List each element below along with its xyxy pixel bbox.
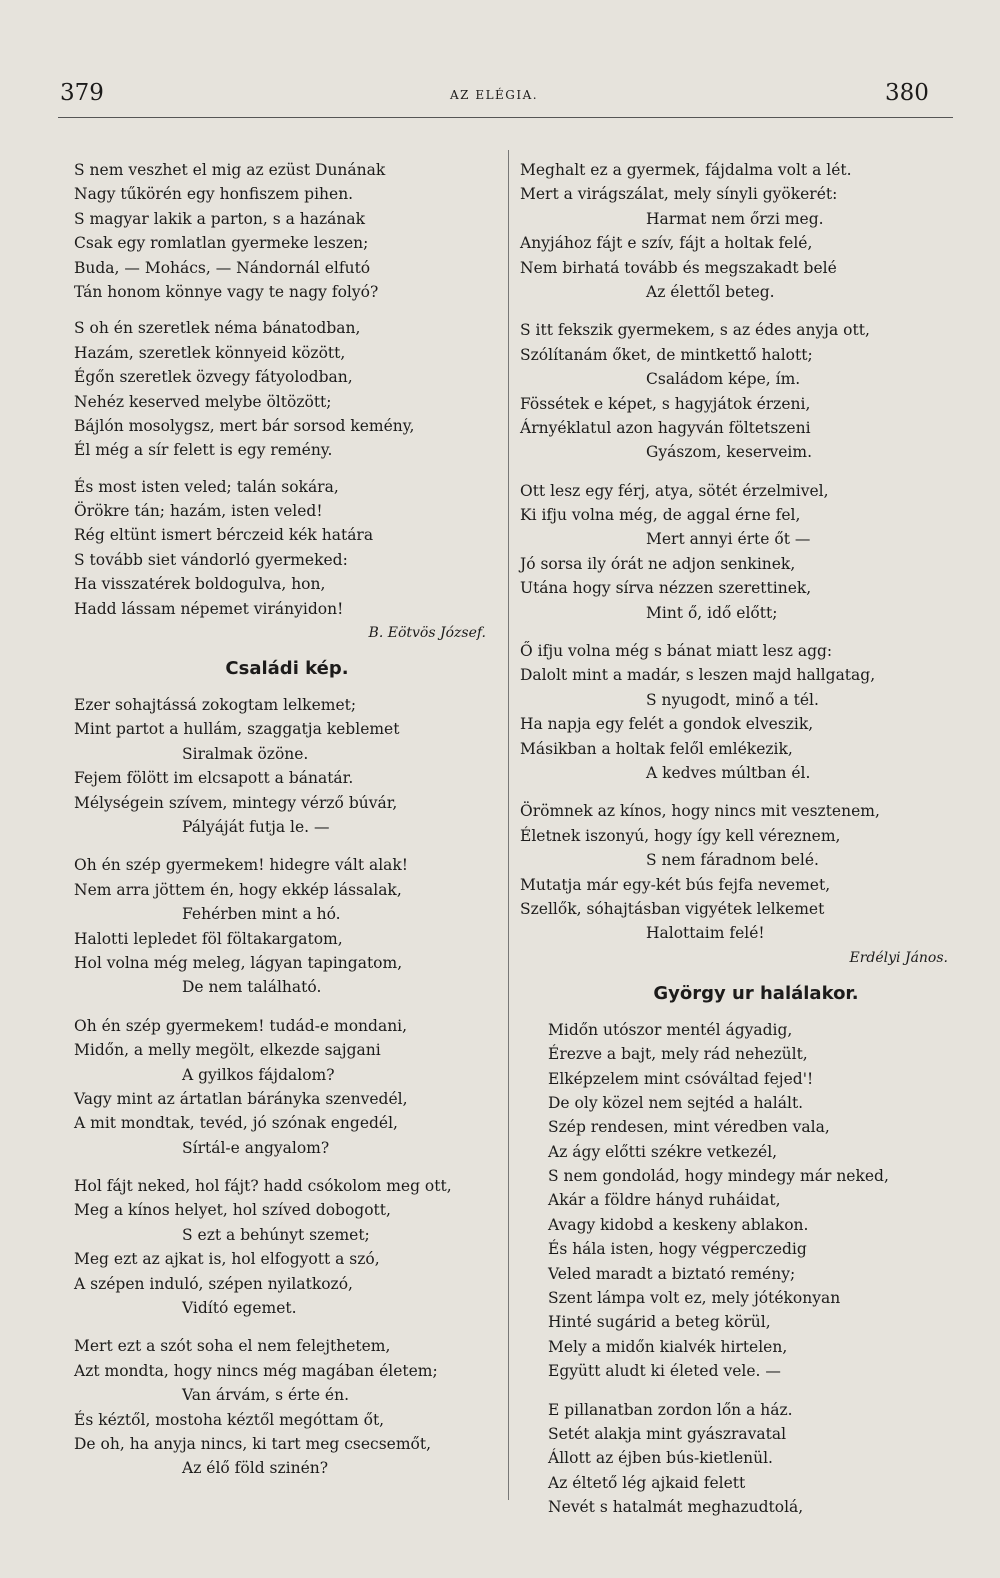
verse-line: Gyászom, keserveim. xyxy=(646,443,812,462)
verse-line: Ki ifju volna még, de aggal érne fel, xyxy=(520,506,801,525)
verse-line: Jó sorsa ily órát ne adjon senkinek, xyxy=(520,554,796,573)
verse-line: Hinté sugárid a beteg körül, xyxy=(548,1313,771,1332)
verse-line: Tán honom könnye vagy te nagy folyó? xyxy=(74,282,379,301)
verse-line: Szellők, sóhajtásban vigyétek lelkemet xyxy=(520,899,825,918)
verse-line: Szép rendesen, mint véredben vala, xyxy=(548,1118,830,1137)
verse-line: Mint ő, idő előtt; xyxy=(646,603,778,622)
verse-line: Dalolt mint a madár, s leszen majd hallgatag, xyxy=(520,666,876,685)
verse-line: Elképzelem mint csóváltad fejed'! xyxy=(548,1069,814,1088)
verse-line: Utána hogy sírva nézzen szerettinek, xyxy=(520,579,812,598)
verse-line: S nem fáradnom belé. xyxy=(646,851,819,870)
stanza-gap xyxy=(520,304,962,318)
verse-line: Vagy mint az ártatlan bárán​yka szenvedél, xyxy=(74,1089,408,1108)
verse-line: Mert annyi érte őt — xyxy=(646,530,811,549)
verse-line: Anyjához fájt e szív, fájt a holtak felé, xyxy=(520,234,813,253)
verse-line: Ha visszatérek boldogulva, hon, xyxy=(74,575,326,594)
stanza-gap xyxy=(520,625,962,639)
stanza-gap xyxy=(520,1384,962,1398)
verse-line: Ha napja egy felét a gondok elveszik, xyxy=(520,715,814,734)
verse-line: Pályáját futja le. — xyxy=(182,817,330,836)
verse-line: Fejem fölött im elcsapott a bánatár. xyxy=(74,769,354,788)
poem-title: György ur halálakor. xyxy=(653,982,859,1004)
verse-line: Meg a kínos helyet, hol szíved dobogott, xyxy=(74,1201,391,1220)
verse-line: Égőn szeretlek özvegy fátyolodban, xyxy=(74,368,353,387)
verse-line: S nem veszhet el mig az ezüst Dunának xyxy=(74,161,386,179)
verse-line: A gyilkos fájdalom? xyxy=(182,1065,335,1084)
verse-line: Mutatja már egy-két bús fejfa nevemet, xyxy=(520,875,831,894)
verse-line: Mint partot a hullám, szaggatja keblemet xyxy=(74,720,400,739)
verse-line: Nem birhatá tovább és megszakadt belé xyxy=(520,258,837,277)
poem-title: Családi kép. xyxy=(225,658,349,680)
verse-line: Mert ezt a szót soha el nem felejthetem, xyxy=(74,1337,391,1356)
verse-line: Van árvám, s érte én. xyxy=(182,1386,349,1405)
verse-line: S magyar lakik a parton, s a hazának xyxy=(74,209,366,228)
verse-line: S nyugodt, minő a tél. xyxy=(646,690,819,709)
verse-line: Hadd lássam népemet virányidon! xyxy=(74,599,344,618)
verse-line: A mit mondtak, tevéd, jó szónak engedél, xyxy=(74,1114,398,1133)
page-number-left: 379 xyxy=(60,80,104,106)
verse-line: Árnyéklatul azon hagyván föltetszeni xyxy=(520,418,811,437)
page-number-right: 380 xyxy=(885,80,929,106)
verse-line: Nehéz keserved melybe öltözött; xyxy=(74,392,332,411)
signature: B. Eötvös József. xyxy=(368,625,486,642)
verse-line: És hála isten, hogy végperczedig xyxy=(548,1240,807,1259)
stanza-gap xyxy=(74,1160,500,1174)
verse-line: S oh én szeretlek néma bánatodban, xyxy=(74,319,361,338)
verse-line: Nem arra jöttem én, hogy ekkép lássalak, xyxy=(74,880,402,899)
verse-line: Fehérben mint a hó. xyxy=(182,905,341,924)
verse-line: Ő ifju volna még s bánat miatt lesz agg: xyxy=(520,642,833,661)
verse-line: Az éltető lég ajkaid felett xyxy=(548,1473,746,1492)
verse-line: Nagy tűkörén egy honfiszem pihen. xyxy=(74,185,354,204)
verse-line: Avagy kidobd a keskeny ablakon. xyxy=(548,1215,809,1234)
verse-line: Érezve a bajt, mely rád nehezült, xyxy=(548,1045,808,1064)
verse-line: De oh, ha anyja nincs, ki tart meg csecsemőt, xyxy=(74,1434,432,1453)
verse-line: Hol fájt neked, hol fájt? hadd csókolom meg ott, xyxy=(74,1177,452,1196)
verse-line: Oh én szép gyermekem! hidegre vált alak! xyxy=(74,856,409,875)
verse-line: Veled maradt a biztató remény; xyxy=(548,1264,796,1283)
verse-line: Halotti lepledet föl föltakargatom, xyxy=(74,929,343,948)
running-title: AZ ELÉGIA. xyxy=(450,88,539,102)
verse-line: És kéztől, mostoha kéztől megóttam őt, xyxy=(74,1410,385,1429)
verse-line: Fössétek e képet, s hagyjátok érzeni, xyxy=(520,394,811,413)
verse-line: Meg ezt az ajkat is, hol elfogyott a szó, xyxy=(74,1250,380,1269)
verse-line: E pillanatban zordon lőn a ház. xyxy=(548,1400,793,1419)
verse-line: Midőn utószor mentél ágyadig, xyxy=(548,1020,793,1039)
verse-line: Örömnek az kínos, hogy nincs mit vesztenem, xyxy=(520,802,880,821)
verse-line: A szépen induló, szépen nyilatkozó, xyxy=(74,1274,353,1293)
verse-line: Mely a midőn kialvék hirtelen, xyxy=(548,1337,788,1356)
verse-line: Családom képe, ím. xyxy=(646,370,801,389)
verse-line: Az élettől beteg. xyxy=(646,282,775,301)
verse-line: Állott az éjben bús-kietlenül. xyxy=(548,1449,773,1468)
verse-line: S nem gondolád, hogy mindegy már neked, xyxy=(548,1167,889,1186)
stanza-gap xyxy=(74,1320,500,1334)
column-divider xyxy=(508,150,509,1500)
verse-line: Oh én szép gyermekem! tudád-e mondani, xyxy=(74,1016,408,1035)
verse-line: S itt fekszik gyermekem, s az édes anyja ott, xyxy=(520,321,870,340)
verse-line: Szent lámpa volt ez, mely jótékonyan xyxy=(548,1289,841,1308)
verse-line: Él még a sír felett is egy remény. xyxy=(74,441,333,460)
verse-line: Mélységein szívem, mintegy vérző búvár, xyxy=(74,793,398,812)
verse-line: Az ágy előtti székre vetkezél, xyxy=(548,1142,778,1161)
verse-line: Ezer sohajtássá zokogtam lelkemet; xyxy=(74,696,357,715)
header-rule xyxy=(58,117,953,118)
verse-line: Siralmak özöne. xyxy=(182,744,309,763)
signature: Erdélyi János. xyxy=(849,949,948,966)
verse-line: Halottaim felé! xyxy=(646,924,765,943)
verse-line: Másikban a holtak felől emlékezik, xyxy=(520,739,793,758)
verse-line: Mert a virágszálat, mely sínyli gyökerét: xyxy=(520,185,838,204)
verse-line: Nevét s hatalmát meghazudtolá, xyxy=(548,1498,804,1517)
verse-line: S ezt a behúnyt szemet; xyxy=(182,1225,370,1244)
verse-line: Bájlón mosolygsz, mert bár sorsod kemény, xyxy=(74,416,415,435)
right-column xyxy=(520,158,962,1520)
verse-line: Setét alakja mint gyászravatal xyxy=(548,1424,787,1443)
stanza-gap xyxy=(520,785,962,799)
stanza-gap xyxy=(74,463,500,475)
verse-line: Hazám, szeretlek könnyeid között, xyxy=(74,343,346,362)
verse-line: Hol volna még meleg, lágyan tapingatom, xyxy=(74,953,403,972)
poem-body xyxy=(520,1018,962,1520)
page-header xyxy=(0,80,1000,120)
verse-line: Midőn, a melly megölt, elkezde sajgani xyxy=(74,1041,381,1060)
left-column xyxy=(74,158,500,1481)
verse-line: És most isten veled; talán sokára, xyxy=(74,477,339,496)
verse-line: Az élő föld szinén? xyxy=(182,1459,329,1478)
stanza-gap xyxy=(74,1000,500,1014)
verse-line: Sírtál-e angyalom? xyxy=(182,1138,330,1157)
verse-line: Vidító egemet. xyxy=(182,1299,297,1318)
verse-line: Rég eltünt ismert bérczeid kék határa xyxy=(74,526,374,545)
verse-line: S tovább siet vándorló gyermeked: xyxy=(74,550,348,569)
stanza-gap xyxy=(74,304,500,316)
verse-line: De oly közel nem sejtéd a halált. xyxy=(548,1093,804,1112)
verse-line: Meghalt ez a gyermek, fájdalma volt a lét. xyxy=(520,161,852,179)
verse-line: Életnek iszonyú, hogy így kell véreznem, xyxy=(520,826,841,845)
verse-line: A kedves múltban él. xyxy=(646,763,811,782)
stanza-gap xyxy=(74,839,500,853)
verse-line: Együtt aludt ki életed vele. — xyxy=(548,1362,781,1381)
verse-line: Csak egy romlatlan gyermeke leszen; xyxy=(74,234,369,253)
verse-line: Akár a földre hányd ruháidat, xyxy=(548,1191,781,1210)
verse-line: Örökre tán; hazám, isten veled! xyxy=(74,502,323,521)
verse-line: Harmat nem őrzi meg. xyxy=(646,209,824,228)
verse-line: Ott lesz egy férj, atya, sötét érzelmivel, xyxy=(520,481,829,500)
verse-line: Azt mondta, hogy nincs még magában életem; xyxy=(74,1361,438,1380)
stanza-gap xyxy=(520,465,962,479)
verse-line: De nem található. xyxy=(182,978,322,997)
verse-line: Szólítanám őket, de mintkettő halott; xyxy=(520,345,813,364)
verse-line: Buda, — Mohács, — Nándornál elfutó xyxy=(74,258,371,277)
